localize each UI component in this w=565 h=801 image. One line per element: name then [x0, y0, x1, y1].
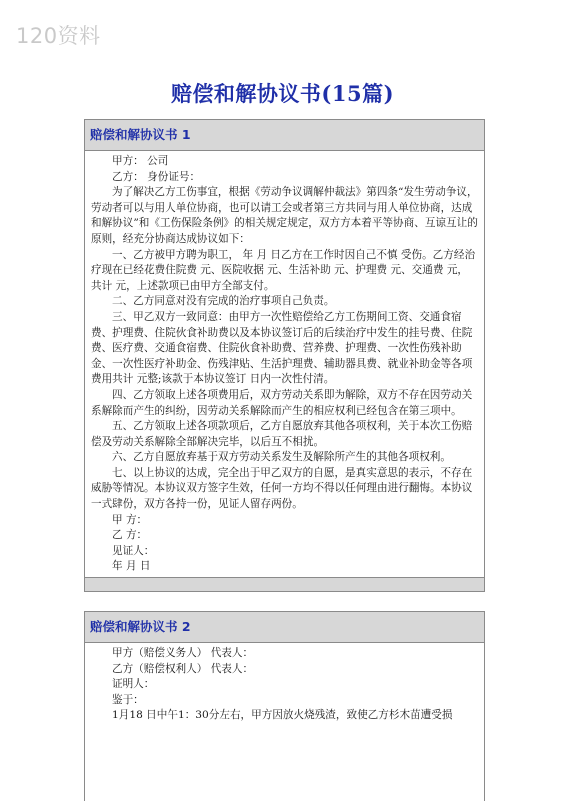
witness-line: 证明人： — [112, 678, 155, 691]
section-heading: 赔偿和解协议书 2 — [85, 612, 484, 643]
clause-5: 五、乙方领取上述各项款项后，乙方自愿放弃其他各项权利，关于本次工伤赔偿及劳动关系解除全部解决完毕，以后互不相扰。 — [91, 420, 473, 448]
document-title: 赔偿和解协议书(15篇) — [170, 81, 395, 106]
clause-6: 六、乙方自愿放弃基于双方劳动关系发生及解除所产生的其他各项权利。 — [112, 451, 451, 464]
section-footer-bar — [85, 577, 484, 591]
clause-4: 四、乙方领取上述各项费用后，双方劳动关系即为解除，双方不存在因劳动关系解除而产生的纠纷，因劳动关系解除而产生的相应权利已经包含在第三项中。 — [91, 388, 473, 417]
agreement-section-1 — [84, 119, 485, 592]
whereas-line: 鉴于： — [112, 693, 144, 706]
watermark: 120资料 — [16, 24, 101, 48]
section-heading: 赔偿和解协议书 1 — [85, 120, 484, 151]
incident-paragraph: 1月18 日中午1：30分左右，甲方因放火烧残渣，致使乙方杉木苗遭受损 — [112, 709, 453, 722]
section-body — [85, 151, 484, 577]
signature-party-a: 甲 方： — [112, 513, 148, 526]
party-b-line: 乙方： 身份证号： — [112, 170, 201, 183]
clause-1: 一、乙方被甲方聘为职工， 年 月 日乙方在工作时因自己不慎 受伤。乙方经治疗现在已经花费住院费 元、医院收据 元、生活补助 元、护理费 元、交通费 元，共计 元，上述款项已由甲方全部支付。 — [91, 248, 476, 292]
signature-date: 年 月 日 — [112, 560, 151, 573]
clause-3: 三、甲乙双方一致同意：由甲方一次性赔偿给乙方工伤期间工资、交通食宿费、护理费、住院伙食补助费以及本协议签订后的后续治疗中发生的挂号费、住院费、医疗费、交通食宿费、住院伙食补助费、营养费、护理费、一次性伤残补助金、一次性医疗补助金、伤残津贴、生活护理费、辅助器具费、就业补助金等各项费用共计 元整;该款于本协议签订 日内一次性付清。 — [91, 310, 473, 386]
party-a-line: 甲方（赔偿义务人） 代表人： — [112, 647, 254, 659]
preamble-paragraph: 为了解决乙方工伤事宜，根据《劳动争议调解仲裁法》第四条“发生劳动争议，劳动者可以与用人单位协商，也可以请工会或者第三方共同与用人单位协商，达成和解协议”和《工伤保险条例》的相关规定规定，双方方本着平等协商、互谅互让的原则，经充分协商达成协议如下： — [91, 186, 478, 245]
section-body — [85, 643, 484, 726]
clause-7: 七、以上协议的达成，完全出于甲乙双方的自愿，是真实意思的表示，不存在威胁等情况。本协议双方签字生效，任何一方均不得以任何理由进行翻悔。本协议一式肆份，双方各持一份，见证人留存两份。 — [91, 466, 473, 511]
clause-2: 二、乙方同意对没有完成的治疗事项自己负责。 — [112, 295, 335, 308]
agreement-section-2 — [84, 611, 485, 801]
signature-party-b: 乙 方： — [112, 529, 148, 542]
party-b-line: 乙方（赔偿权利人） 代表人： — [112, 662, 254, 675]
signature-witness: 见证人： — [112, 544, 155, 557]
party-a-line: 甲方： 公司 — [112, 155, 169, 167]
